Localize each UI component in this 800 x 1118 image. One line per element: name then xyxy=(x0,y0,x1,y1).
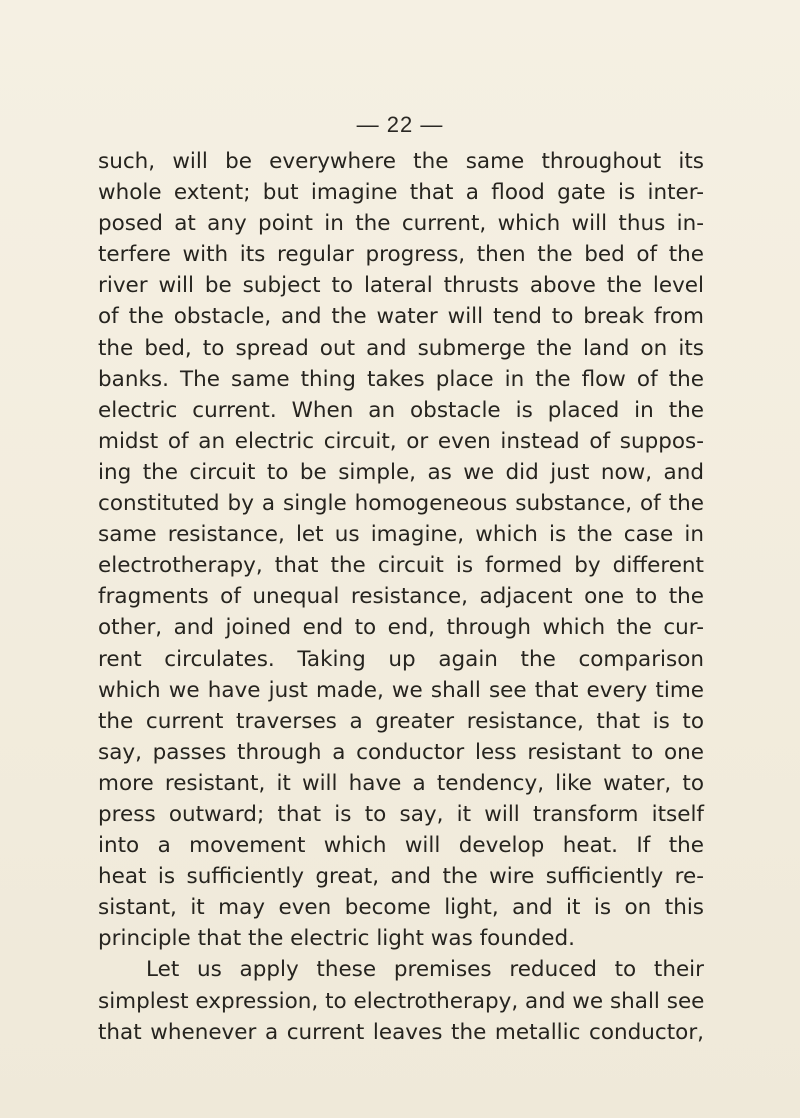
text-line: simplest expression, to electrotherapy, and we shall see xyxy=(98,988,705,1014)
text-line: into a movement which will develop heat. If the xyxy=(98,833,704,859)
text-line: terfere with its regular progress, then the bed of the xyxy=(98,242,704,268)
text-line: sistant, it may even become light, and it is on this xyxy=(98,895,704,921)
text-line: rent circulates. Taking up again the comparison xyxy=(98,646,704,672)
text-line: river will be subject to lateral thrusts above the level xyxy=(98,273,704,299)
text-line: such, will be everywhere the same throughout its xyxy=(98,149,704,174)
text-line: the current traverses a greater resistance, that is to xyxy=(98,708,704,734)
text-line: ing the circuit to be simple, as we did just now, and xyxy=(98,459,704,485)
text-line: electric current. When an obstacle is placed in the xyxy=(98,397,704,423)
text-line: the bed, to spread out and submerge the land on its xyxy=(98,335,704,361)
text-line: heat is sufficiently great, and the wire sufficiently re- xyxy=(98,864,704,890)
text-line: midst of an electric circuit, or even instead of suppos- xyxy=(98,428,704,454)
text-line: constituted by a single homogeneous substance, of the xyxy=(98,491,704,517)
text-line: fragments of unequal resistance, adjacent one to the xyxy=(98,584,704,610)
text-line: banks. The same thing takes place in the flow of the xyxy=(98,366,704,392)
text-line: same resistance, let us imagine, which is the case in xyxy=(98,522,704,548)
text-line: of the obstacle, and the water will tend to break from xyxy=(98,304,704,330)
paragraph-first-line: Let us apply these premises reduced to their xyxy=(146,957,704,983)
text-line: posed at any point in the current, which will thus in- xyxy=(98,211,704,237)
body-text xyxy=(98,146,704,1048)
text-line: other, and joined end to end, through which the cur- xyxy=(98,615,704,641)
text-line: press outward; that is to say, it will transform itself xyxy=(98,801,704,827)
text-line: say, passes through a conductor less resistant to one xyxy=(98,739,704,765)
page-number: — 22 — xyxy=(356,112,444,137)
text-line: that whenever a current leaves the metallic conductor, xyxy=(98,1019,704,1045)
text-line: more resistant, it will have a tendency, like water, to xyxy=(98,770,704,796)
text-line: principle that the electric light was founded. xyxy=(98,926,575,952)
text-line: electrotherapy, that the circuit is formed by different xyxy=(98,553,704,579)
text-line: which we have just made, we shall see that every time xyxy=(98,677,704,703)
text-line: whole extent; but imagine that a flood gate is inter- xyxy=(98,180,704,206)
